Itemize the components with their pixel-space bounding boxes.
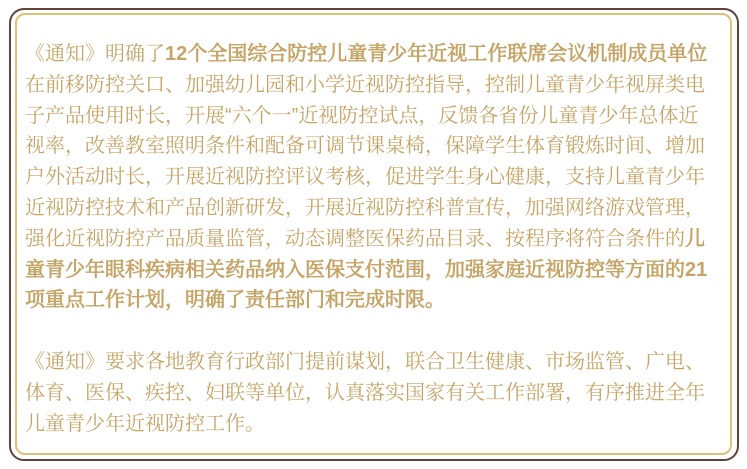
text-run: 《通知》要求各地教育行政部门提前谋划，联合卫生健康、市场监管、广电、体育、医保、疾控、妇联等单位，认真落实国家有关工作部署，有序推进全年儿童青少年近视防控工作。: [25, 350, 705, 435]
notice-article: [25, 39, 708, 439]
notice-card: [9, 8, 739, 461]
paragraph-1: [25, 39, 708, 316]
text-run-bold: 12个全国综合防控儿童青少年近视工作联席会议机制成员单位: [165, 43, 708, 65]
paragraph-2: [25, 347, 708, 439]
text-run: 在前移防控关口、加强幼儿园和小学近视防控指导，控制儿童青少年视屏类电子产品使用时长，开展“六个一”近视防控试点，反馈各省份儿童青少年总体近视率，改善教室照明条件和配备可调节课桌椅，保障学生体育锻炼时间、增加户外活动时长，开展近视防控评议考核，促进学生身心健康，支持儿童青少年近视防控技术和产品创新研发，开展近视防控科普宣传，加强网络游戏管理，强化近视防控产品质量监管，动态调整医保药品目录、按程序将符合条件的: [25, 73, 705, 250]
text-run-bold: 儿童青少年眼科疾病相关药品纳入医保支付范围，加强家庭近视防控等方面的21项重点工作计划，明确了责任部门和完成时限。: [25, 227, 708, 312]
notice-card-inner: [15, 13, 732, 455]
text-run: 《通知》明确了: [25, 43, 165, 65]
